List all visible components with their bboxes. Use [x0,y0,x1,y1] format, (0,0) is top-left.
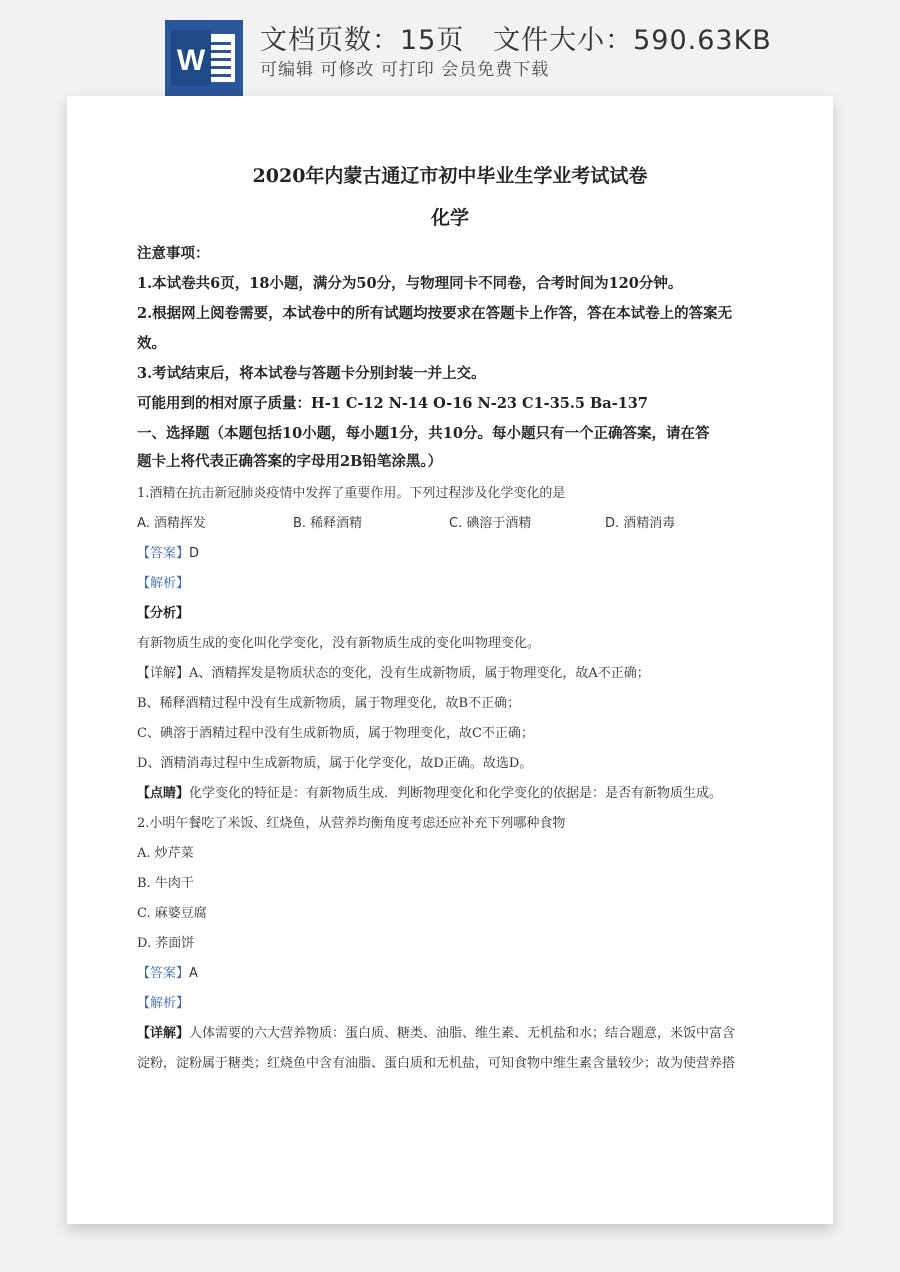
question-1-option-b: B. 稀释酒精 [293,516,363,531]
dianjing-tag: 【点睛】 [137,786,190,801]
section-heading-cont: 题卡上将代表正确答案的字母用2B铅笔涂黑。） [137,453,443,470]
question-1-detail-2: B、稀释酒精过程中没有生成新物质，属于物理变化，故B不正确； [137,696,521,711]
question-2-detail-1 [137,1022,735,1041]
question-1-detail-4: D、酒精消毒过程中生成新物质，属于化学变化，故D正确。故选D。 [137,756,533,771]
notice-item-3: 3.考试结束后，将本试卷与答题卡分别封装一并上交。 [137,365,486,382]
question-1-option-c: C. 碘溶于酒精 [449,516,532,531]
question-1-option-d: D. 酒精消毒 [605,516,676,531]
notice-item-2: 2.根据网上阅卷需要，本试卷中的所有试题均按要求在答题卡上作答，答在本试卷上的答案无 [137,305,733,322]
question-2-stem: 2.小明午餐吃了米饭、红烧鱼，从营养均衡角度考虑还应补充下列哪种食物 [137,816,566,831]
question-1-stem: 1.酒精在抗击新冠肺炎疫情中发挥了重要作用。下列过程涉及化学变化的是 [137,486,566,501]
question-1-analysis-tag: 【解析】 [137,576,190,591]
detail-tag: 【详解】 [137,666,190,681]
question-1-fenxi: 有新物质生成的变化叫化学变化，没有新物质生成的变化叫物理变化。 [137,636,541,651]
notice-heading: 注意事项： [137,245,210,262]
answer-tag: 【答案】 [137,546,190,561]
section-heading: 一、选择题（本题包括10小题，每小题1分，共10分。每小题只有一个正确答案，请在答 [137,425,710,442]
question-2-option-c: C. 麻婆豆腐 [137,906,207,921]
detail-text: 人体需要的六大营养物质：蛋白质、糖类、油脂、维生素、无机盐和水；结合题意，米饭中富含 [189,1026,736,1041]
question-1-answer [137,542,199,561]
question-1-option-a: A. 酒精挥发 [137,516,206,531]
answer-value: D [189,546,200,561]
question-1-dianjing [137,782,722,801]
svg-text:W: W [176,44,206,77]
dianjing-text: 化学变化的特征是：有新物质生成．判断物理变化和化学变化的依据是：是否有新物质生成。 [189,786,723,801]
detail-text: A、酒精挥发是物质状态的变化，没有生成新物质，属于物理变化，故A不正确； [189,666,650,681]
question-2-answer [137,962,198,981]
question-2-analysis-tag: 【解析】 [137,996,190,1011]
atomic-masses: 可能用到的相对原子质量：H-1 C-12 N-14 O-16 N-23 C1-35.5 Ba-137 [137,395,648,412]
exam-title: 2020年内蒙古通辽市初中毕业生学业考试试卷 [252,165,648,187]
document-stats: 文档页数：15页 文件大小：590.63KB [260,25,772,56]
answer-tag: 【答案】 [137,966,190,981]
exam-subject: 化学 [430,207,469,229]
notice-item-2-cont: 效。 [137,335,166,352]
answer-value: A [189,966,198,981]
question-2-option-b: B. 牛肉干 [137,876,194,891]
question-2-option-a: A. 炒芹菜 [137,846,194,861]
question-1-detail-3: C、碘溶于酒精过程中没有生成新物质，属于物理变化，故C不正确； [137,726,534,741]
question-2-option-d: D. 荞面饼 [137,936,195,951]
question-1-fenxi-tag: 【分析】 [137,606,190,621]
question-2-detail-2: 淀粉，淀粉属于糖类；红烧鱼中含有油脂、蛋白质和无机盐，可知食物中维生素含量较少；故为使营养搭 [137,1056,736,1071]
document-page [67,96,833,1224]
header-banner [0,0,900,96]
word-document-icon [165,20,243,96]
detail-tag: 【详解】 [137,1026,190,1041]
question-1-detail-1 [137,662,650,681]
document-features: 可编辑 可修改 可打印 会员免费下载 [260,60,550,80]
notice-item-1: 1.本试卷共6页，18小题，满分为50分，与物理同卡不同卷，合考时间为120分钟。 [137,275,683,292]
